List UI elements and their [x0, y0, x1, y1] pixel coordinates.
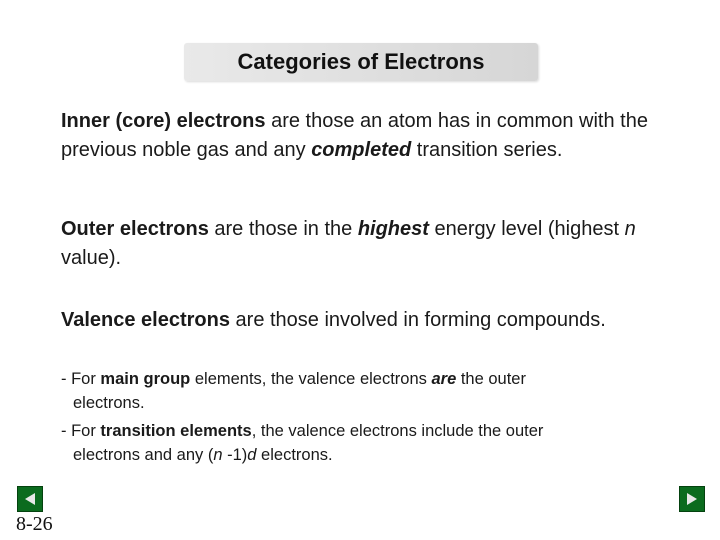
- note-text: -1): [222, 446, 248, 464]
- inner-text-a: are those an atom has in common with the previous noble gas and any: [61, 110, 648, 161]
- transition-note: [61, 419, 701, 467]
- outer-text-a: are those in the: [208, 218, 358, 240]
- outer-term: Outer electrons: [61, 218, 209, 240]
- outer-electrons-paragraph: [61, 215, 671, 273]
- note-text: , the valence electrons include the outer: [251, 422, 544, 440]
- valence-term: Valence electrons: [61, 309, 230, 331]
- note-prefix: - For: [61, 370, 101, 388]
- next-button[interactable]: [679, 486, 705, 512]
- slide-number: 8-26: [16, 513, 53, 535]
- next-arrow-icon: [685, 492, 699, 506]
- note-text: electrons and any (: [73, 446, 214, 464]
- outer-text-b: energy level (highest: [428, 218, 625, 240]
- inner-text-b: transition series.: [411, 139, 563, 161]
- slide-title: Categories of Electrons: [237, 49, 485, 74]
- outer-n: n: [624, 218, 636, 240]
- inner-emph: completed: [311, 139, 412, 161]
- main-group-note: [61, 367, 701, 415]
- valence-text-a: are those involved in forming compounds.: [229, 309, 606, 331]
- note-continuation: electrons.: [73, 394, 145, 412]
- note-continuation: [61, 443, 701, 467]
- note-term: main group: [100, 370, 191, 388]
- note-prefix: - For: [61, 422, 101, 440]
- title-box: [184, 43, 538, 81]
- note-text: electrons.: [256, 446, 333, 464]
- note-n: n: [213, 446, 223, 464]
- note-emph: are: [431, 370, 457, 388]
- valence-electrons-paragraph: [61, 306, 621, 335]
- note-text: elements, the valence electrons: [190, 370, 432, 388]
- note-term: transition elements: [100, 422, 252, 440]
- prev-button[interactable]: [17, 486, 43, 512]
- inner-term: Inner (core) electrons: [61, 110, 266, 132]
- outer-text-c: value).: [61, 247, 122, 269]
- prev-arrow-icon: [23, 492, 37, 506]
- outer-emph: highest: [357, 218, 429, 240]
- note-text: the outer: [456, 370, 526, 388]
- inner-electrons-paragraph: [61, 107, 691, 165]
- note-d: d: [247, 446, 257, 464]
